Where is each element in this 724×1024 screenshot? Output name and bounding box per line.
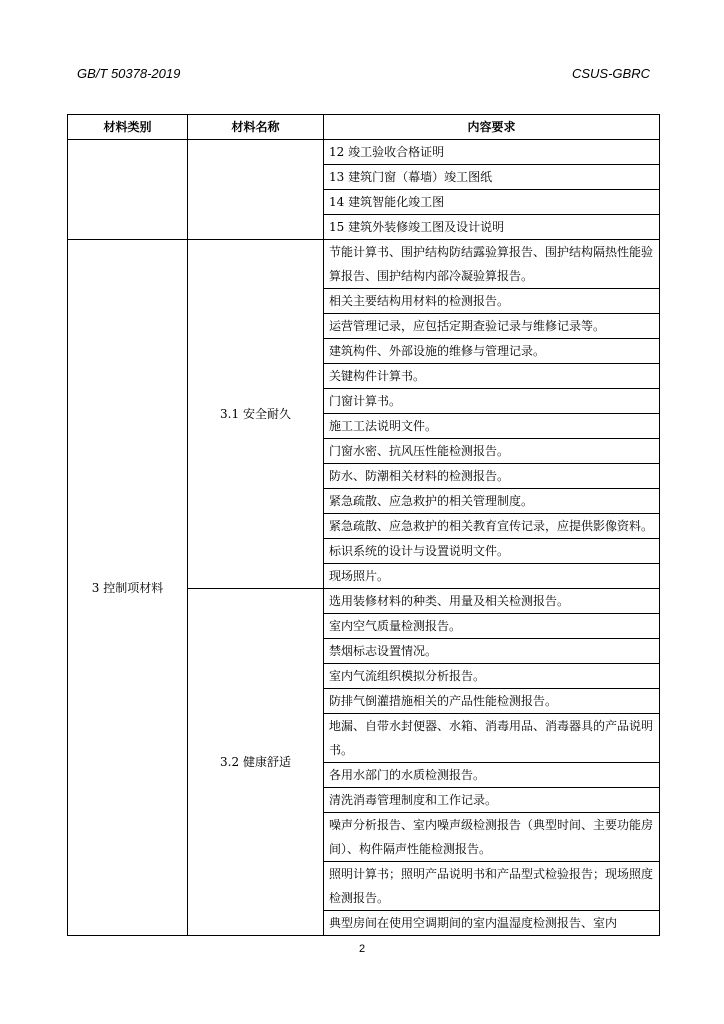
table-row <box>68 240 660 289</box>
requirement-cell: 施工工法说明文件。 <box>324 414 660 439</box>
requirement-cell: 室内空气质量检测报告。 <box>324 614 660 639</box>
requirement-cell: 门窗水密、抗风压性能检测报告。 <box>324 439 660 464</box>
name-cell-empty <box>188 140 324 240</box>
requirement-cell: 紧急疏散、应急救护的相关管理制度。 <box>324 489 660 514</box>
category-cell-empty <box>68 140 188 240</box>
doc-org-code: CSUS-GBRC <box>571 66 650 81</box>
requirement-cell: 地漏、自带水封便器、水箱、消毒用品、消毒器具的产品说明书。 <box>324 714 660 763</box>
column-header-requirements: 内容要求 <box>324 115 660 140</box>
requirement-cell: 紧急疏散、应急救护的相关教育宣传记录，应提供影像资料。 <box>324 514 660 539</box>
requirement-cell: 门窗计算书。 <box>324 389 660 414</box>
requirement-cell: 运营管理记录，应包括定期查验记录与维修记录等。 <box>324 314 660 339</box>
materials-table <box>67 114 660 936</box>
material-name-cell: 3.2 健康舒适 <box>188 589 324 936</box>
requirement-cell: 建筑构件、外部设施的维修与管理记录。 <box>324 339 660 364</box>
requirement-cell: 14 建筑智能化竣工图 <box>324 190 660 215</box>
requirement-cell: 防水、防潮相关材料的检测报告。 <box>324 464 660 489</box>
requirement-cell: 室内气流组织模拟分析报告。 <box>324 664 660 689</box>
requirement-cell: 15 建筑外装修竣工图及设计说明 <box>324 215 660 240</box>
column-header-category: 材料类别 <box>68 115 188 140</box>
page-number: 2 <box>358 943 366 955</box>
requirement-cell: 防排气倒灌措施相关的产品性能检测报告。 <box>324 689 660 714</box>
requirement-cell: 相关主要结构用材料的检测报告。 <box>324 289 660 314</box>
requirement-cell: 标识系统的设计与设置说明文件。 <box>324 539 660 564</box>
requirement-cell: 清洗消毒管理制度和工作记录。 <box>324 788 660 813</box>
materials-table-body <box>68 115 660 936</box>
requirement-cell: 12 竣工验收合格证明 <box>324 140 660 165</box>
requirement-cell: 禁烟标志设置情况。 <box>324 639 660 664</box>
requirement-cell: 选用装修材料的种类、用量及相关检测报告。 <box>324 589 660 614</box>
table-header-row <box>68 115 660 140</box>
requirement-cell: 各用水部门的水质检测报告。 <box>324 763 660 788</box>
category-cell: 3 控制项材料 <box>68 240 188 936</box>
requirement-cell: 噪声分析报告、室内噪声级检测报告（典型时间、主要功能房间）、构件隔声性能检测报告。 <box>324 813 660 862</box>
requirement-cell: 关键构件计算书。 <box>324 364 660 389</box>
requirement-cell: 现场照片。 <box>324 564 660 589</box>
material-name-cell: 3.1 安全耐久 <box>188 240 324 589</box>
column-header-name: 材料名称 <box>188 115 324 140</box>
requirement-cell: 照明计算书；照明产品说明书和产品型式检验报告；现场照度检测报告。 <box>324 862 660 911</box>
doc-standard-code: GB/T 50378-2019 <box>77 66 181 81</box>
requirement-cell: 节能计算书、围护结构防结露验算报告、围护结构隔热性能验算报告、围护结构内部冷凝验算报告。 <box>324 240 660 289</box>
requirement-cell: 典型房间在使用空调期间的室内温湿度检测报告、室内 <box>324 911 660 936</box>
requirement-cell: 13 建筑门窗（幕墙）竣工图纸 <box>324 165 660 190</box>
table-row <box>68 140 660 165</box>
